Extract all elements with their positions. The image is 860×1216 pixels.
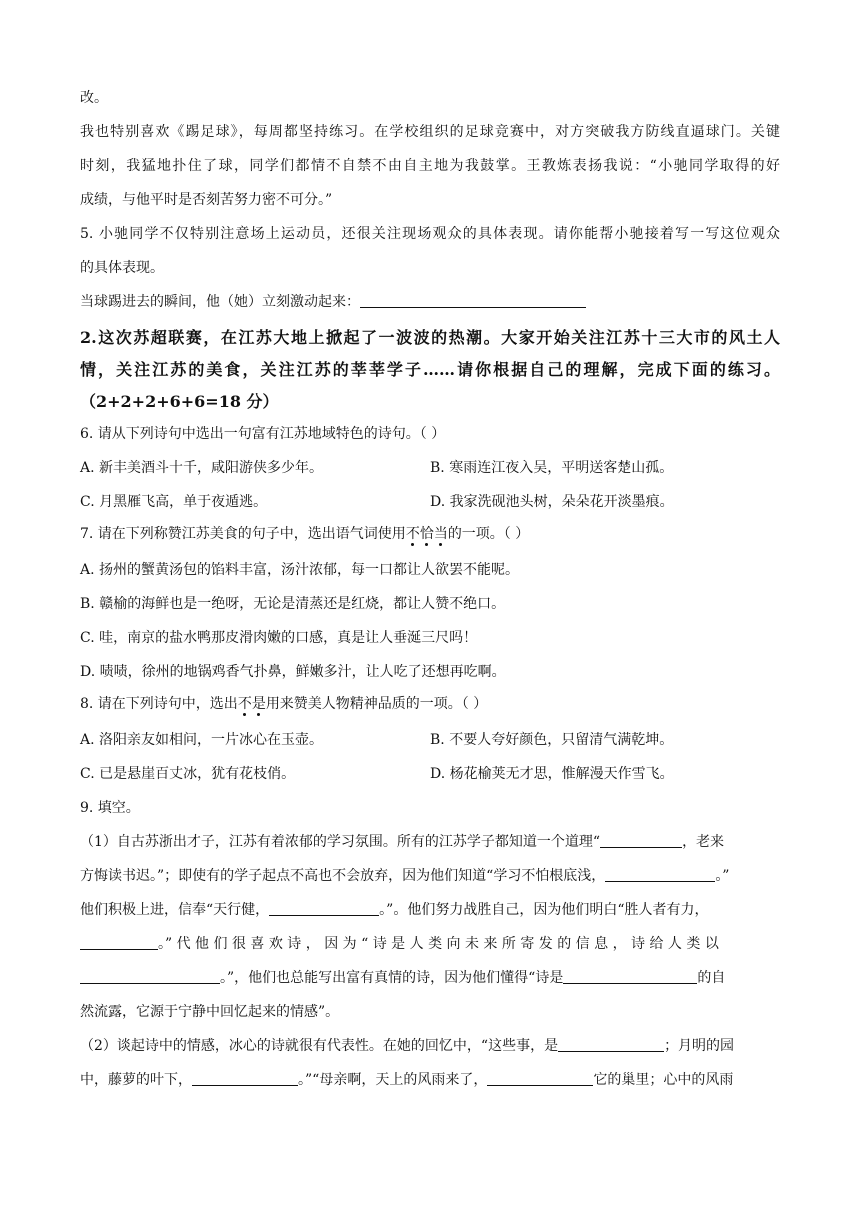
question-7-stem [80, 524, 529, 544]
q7-emphasis-2: 恰 [419, 526, 434, 542]
q9-p1-text-2: ，老来 [682, 834, 725, 850]
answer-blank-1[interactable] [600, 833, 682, 848]
q9-p1-text-7: 。” 代 他 们 很 喜 欢 诗 ， 因 为 “ 诗 是 人 类 向 未 来 所 寄 发 的 信 息 ， 诗 给 人 类 以 [158, 936, 719, 952]
q6-option-d[interactable]: D. 我家洗砚池头树，朵朵花开淡墨痕。 [430, 494, 674, 510]
q9-part2-line-2 [80, 1070, 733, 1090]
q8-option-c[interactable]: C. 已是悬崖百丈冰，犹有花枝俏。 [80, 766, 296, 782]
q6-option-b[interactable]: B. 寒雨连江夜入吴，平明送客楚山孤。 [430, 460, 674, 476]
answer-blank-6[interactable] [563, 969, 697, 984]
q9-p1-text-1: （1）自古苏浙出才子，江苏有着浓郁的学习氛围。所有的江苏学子都知道一个道理“ [80, 834, 601, 850]
answer-blank-5[interactable] [80, 969, 220, 984]
q9-p1-text-9: 的自 [697, 970, 726, 986]
section-2-heading-line-2: 情，关注江苏的美食，关注江苏的莘莘学子……请你根据自己的理解，完成下面的练习。 [80, 360, 780, 379]
q9-p2-text-2: ；月明的园 [664, 1038, 735, 1054]
q9-part1-line-4 [80, 934, 719, 954]
question-5-stem-cont: 的具体表现。 [80, 260, 164, 276]
section-2-heading-line-1: 2.这次苏超联赛，在江苏大地上掀起了一波波的热潮。大家开始关注江苏十三大市的风土人 [80, 328, 780, 347]
q8-option-a[interactable]: A. 洛阳亲友如相问，一片冰心在玉壶。 [80, 732, 324, 748]
q9-part1-line-3 [80, 900, 709, 920]
q6-option-c[interactable]: C. 月黑雁飞高，单于夜遁逃。 [80, 494, 268, 510]
q9-part1-line-1 [80, 832, 724, 852]
answer-blank-2[interactable] [605, 867, 715, 882]
q9-p2-text-3: 中，藤萝的叶下， [80, 1072, 192, 1088]
q9-p2-text-5: 它的巢里；心中的风雨 [593, 1072, 734, 1088]
q9-p2-text-1: （2）谈起诗中的情感，冰心的诗就很有代表性。在她的回忆中，“这些事，是 [80, 1038, 559, 1054]
q9-part1-line-5 [80, 968, 725, 988]
q7-option-c[interactable]: C. 哇，南京的盐水鸭那皮滑肉嫩的口感，真是让人垂涎三尺吗！ [80, 630, 478, 646]
answer-blank-8[interactable] [192, 1071, 298, 1086]
intro-line-4: 成绩，与他平时是否刻苦努力密不可分。” [80, 192, 333, 208]
question-6-stem: 6. 请从下列诗句中选出一句富有江苏地域特色的诗句。（ ） [80, 426, 446, 442]
q9-p1-text-6: 。”。他们努力战胜自己，因为他们明白“胜人者有力， [379, 902, 709, 918]
q7-option-d[interactable]: D. 啧啧，徐州的地锅鸡香气扑鼻，鲜嫩多汁，让人吃了还想再吃啊。 [80, 664, 506, 680]
q9-p2-text-4: 。”“母亲啊，天上的风雨来了， [298, 1072, 488, 1088]
q8-stem-post: 用来赞美人物精神品质的一项。（ ） [265, 696, 488, 712]
intro-line-1: 改。 [80, 90, 108, 106]
q9-part2-line-1 [80, 1036, 734, 1056]
question-9-title: 9. 填空。 [80, 800, 140, 816]
intro-line-2: 我也特别喜欢《踢足球》，每周都坚持练习。在学校组织的足球竞赛中，对方突破我方防线直逼球门。关键 [80, 124, 780, 140]
answer-blank-q5[interactable] [360, 293, 586, 308]
answer-blank-4[interactable] [80, 935, 158, 950]
q9-p1-text-5: 他们积极上进，信奉“天行健， [80, 902, 270, 918]
answer-blank-7[interactable] [558, 1037, 664, 1052]
q8-option-b[interactable]: B. 不要人夸好颜色，只留清气满乾坤。 [430, 732, 674, 748]
q8-stem-pre: 8. 请在下列诗句中，选出 [80, 696, 238, 712]
q7-option-b[interactable]: B. 赣榆的海鲜也是一绝呀，无论是清蒸还是红烧，都让人赞不绝口。 [80, 596, 506, 612]
q7-option-a[interactable]: A. 扬州的蟹黄汤包的馅料丰富，汤汁浓郁，每一口都让人欲罢不能呢。 [80, 562, 520, 578]
answer-blank-3[interactable] [269, 901, 379, 916]
q8-option-d[interactable]: D. 杨花榆荚无才思，惟解漫天作雪飞。 [430, 766, 674, 782]
answer-blank-9[interactable] [487, 1071, 593, 1086]
q9-p1-text-3: 方悔读书迟。”；即使有的学子起点不高也不会放弃，因为他们知道“学习不怕根底浅， [80, 868, 606, 884]
q9-p1-text-4: 。” [715, 868, 730, 884]
question-8-stem [80, 694, 487, 714]
q8-emphasis-1: 不 [237, 696, 252, 712]
question-5-prompt [80, 292, 586, 312]
q7-stem-pre: 7. 请在下列称赞江苏美食的句子中，选出语气词使用 [80, 526, 406, 542]
question-5-stem: 5. 小驰同学不仅特别注意场上运动员，还很关注现场观众的具体表现。请你能帮小驰接着写一写这位观众 [80, 226, 780, 242]
q7-emphasis-1: 不 [405, 526, 420, 542]
q7-stem-post: 的一项。（ ） [447, 526, 530, 542]
q9-p1-text-8: 。”，他们也总能写出富有真情的诗，因为他们懂得“诗是 [220, 970, 564, 986]
q8-emphasis-2: 是 [251, 696, 266, 712]
q7-emphasis-3: 当 [433, 526, 448, 542]
q9-part1-line-2 [80, 866, 729, 886]
intro-line-3: 时刻，我猛地扑住了球，同学们都情不自禁不由自主地为我鼓掌。王教炼表扬我说：“小驰同学取得的好 [80, 158, 780, 174]
question-5-prompt-text: 当球踢进去的瞬间，他（她）立刻激动起来： [80, 294, 360, 310]
q9-part1-line-6: 然流露，它源于宁静中回忆起来的情感”。 [80, 1004, 340, 1020]
section-2-score: （2+2+2+6+6=18 分） [80, 392, 279, 411]
q6-option-a[interactable]: A. 新丰美酒斗十千，咸阳游侠多少年。 [80, 460, 324, 476]
